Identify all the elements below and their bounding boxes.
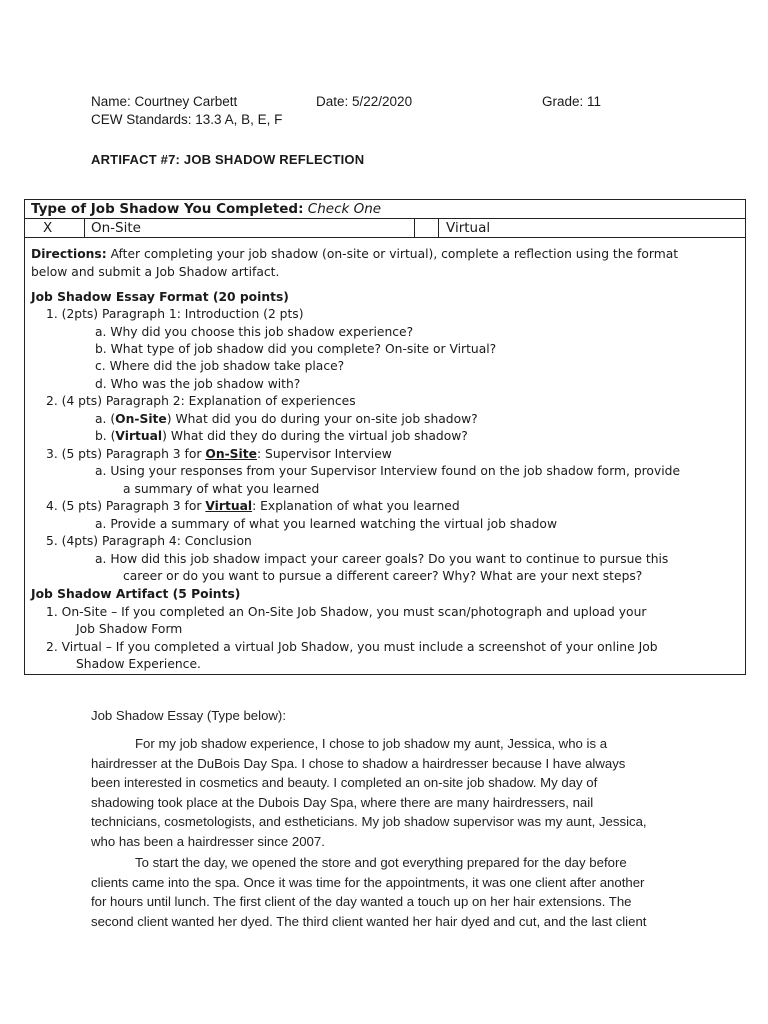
directions-line bbox=[31, 246, 678, 263]
list-item: 4. (5 pts) Paragraph 3 for Virtual: Explanation of what you learned bbox=[46, 499, 460, 513]
list-item: 1. On-Site – If you completed an On-Site Job Shadow, you must scan/photograph and upload your bbox=[46, 605, 647, 619]
essay-line: technicians, cosmetologists, and estheticians. My job shadow supervisor was my aunt, Jessica, bbox=[91, 814, 647, 829]
list-item: 2. (4 pts) Paragraph 2: Explanation of experiences bbox=[46, 394, 356, 408]
type-label: Type of Job Shadow You Completed: bbox=[31, 201, 304, 217]
artifact-heading: Job Shadow Artifact (5 Points) bbox=[31, 587, 241, 601]
list-item-continued: Shadow Experience. bbox=[76, 657, 201, 671]
student-name: Name: Courtney Carbett bbox=[91, 94, 238, 109]
list-subitem: b. (Virtual) What did they do during the virtual job shadow? bbox=[95, 429, 468, 443]
essay-line: second client wanted her dyed. The third client wanted her hair dyed and cut, and the last client bbox=[91, 913, 647, 929]
list-subitem: d. Who was the job shadow with? bbox=[95, 377, 301, 391]
cell-divider bbox=[438, 219, 439, 237]
list-item: 3. (5 pts) Paragraph 3 for On-Site: Supervisor Interview bbox=[46, 447, 392, 461]
job-shadow-instructions-table bbox=[24, 199, 746, 675]
list-subitem: a. (On-Site) What did you do during your on-site job shadow? bbox=[95, 412, 478, 426]
onsite-option-label: On-Site bbox=[91, 220, 141, 236]
essay-line: for hours until lunch. The first client of the day wanted a touch up on her hair extensions. The bbox=[91, 894, 632, 909]
directions-line-2: below and submit a Job Shadow artifact. bbox=[31, 265, 280, 279]
list-item-continued: Job Shadow Form bbox=[76, 622, 183, 636]
cell-divider bbox=[414, 219, 415, 237]
list-subitem: a. How did this job shadow impact your career goals? Do you want to continue to pursue this bbox=[95, 552, 669, 566]
cew-standards: CEW Standards: 13.3 A, B, E, F bbox=[91, 112, 283, 127]
onsite-check-mark[interactable]: X bbox=[43, 220, 53, 236]
essay-format-heading: Job Shadow Essay Format (20 points) bbox=[31, 290, 289, 304]
essay-line: who has been a hairdresser since 2007. bbox=[91, 833, 325, 849]
essay-line: clients came into the spa. Once it was time for the appointments, it was one client after another bbox=[91, 874, 645, 890]
essay-line: been interested in cosmetics and beauty. I completed an on-site job shadow. My day of bbox=[91, 775, 598, 790]
list-item: 1. (2pts) Paragraph 1: Introduction (2 pts) bbox=[46, 307, 304, 321]
directions-label: Directions: bbox=[31, 247, 107, 261]
type-row bbox=[25, 200, 745, 219]
directions-text: After completing your job shadow (on-site or virtual), complete a reflection using the format bbox=[106, 247, 679, 261]
essay-line: To start the day, we opened the store and got everything prepared for the day before bbox=[135, 855, 627, 870]
list-subitem: c. Where did the job shadow take place? bbox=[95, 359, 345, 373]
list-subitem: a. Provide a summary of what you learned watching the virtual job shadow bbox=[95, 517, 558, 531]
check-one-hint: Check One bbox=[307, 201, 382, 217]
virtual-option-label: Virtual bbox=[446, 220, 491, 236]
list-item: 2. Virtual – If you completed a virtual Job Shadow, you must include a screenshot of your online Job bbox=[46, 640, 658, 654]
list-subitem: a. Why did you choose this job shadow experience? bbox=[95, 325, 414, 339]
essay-paragraph-1[interactable] bbox=[91, 734, 647, 851]
list-subitem-continued: a summary of what you learned bbox=[123, 482, 320, 496]
submission-date: Date: 5/22/2020 bbox=[316, 94, 413, 109]
type-options-row bbox=[25, 219, 745, 238]
essay-line: For my job shadow experience, I chose to job shadow my aunt, Jessica, who is a bbox=[135, 736, 608, 751]
cell-divider bbox=[84, 219, 85, 237]
list-subitem: a. Using your responses from your Supervisor Interview found on the job shadow form, provide bbox=[95, 464, 681, 478]
list-subitem: b. What type of job shadow did you complete? On-site or Virtual? bbox=[95, 342, 497, 356]
list-subitem-continued: career or do you want to pursue a different career? Why? What are your next steps? bbox=[123, 569, 643, 583]
essay-label: Job Shadow Essay (Type below): bbox=[91, 708, 286, 723]
artifact-title: ARTIFACT #7: JOB SHADOW REFLECTION bbox=[91, 152, 365, 167]
essay-line: hairdresser at the DuBois Day Spa. I chose to shadow a hairdresser because I have always bbox=[91, 755, 626, 771]
essay-paragraph-2[interactable] bbox=[91, 853, 646, 931]
grade-level: Grade: 11 bbox=[542, 94, 602, 109]
essay-line: shadowing took place at the Dubois Day Spa, where there are many hairdressers, nail bbox=[91, 794, 594, 810]
list-item: 5. (4pts) Paragraph 4: Conclusion bbox=[46, 534, 252, 548]
